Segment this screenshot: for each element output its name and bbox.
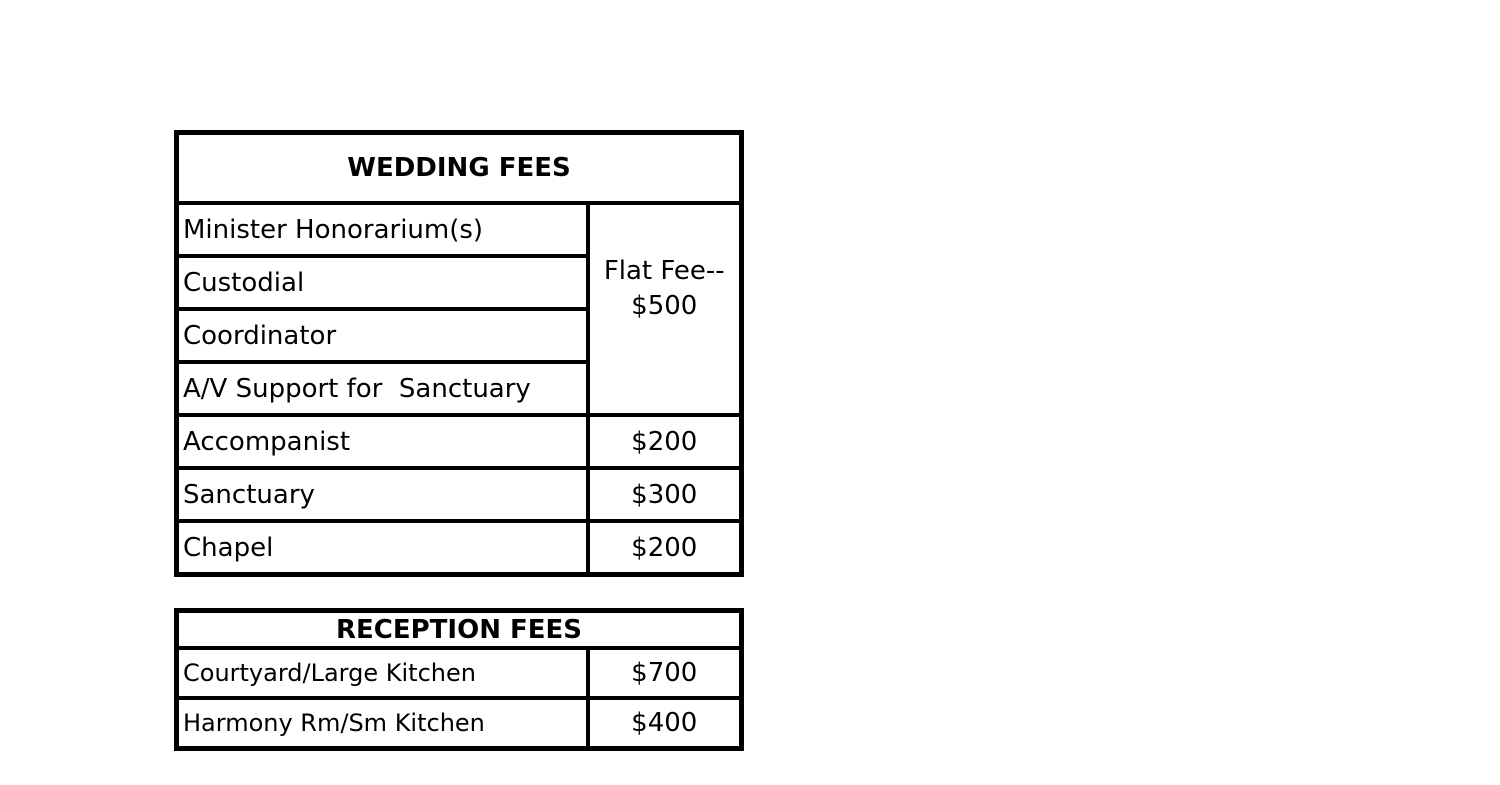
- reception-fees-table: [174, 608, 744, 751]
- fee-price-sanctuary: $300: [588, 468, 742, 521]
- fee-price-chapel: $200: [588, 521, 742, 575]
- fee-label-custodial: Custodial: [177, 256, 588, 309]
- fee-price-courtyard: $700: [588, 648, 742, 698]
- fee-price-accompanist: $200: [588, 415, 742, 468]
- flat-fee-label: Flat Fee--: [603, 256, 725, 286]
- fee-price-harmony-room: $400: [588, 698, 742, 749]
- table-row: [177, 468, 742, 521]
- fee-label-coordinator: Coordinator: [177, 309, 588, 362]
- flat-fee-cell: [588, 203, 742, 415]
- fee-label-chapel: Chapel: [177, 521, 588, 575]
- fee-label-minister-honorarium: Minister Honorarium(s): [177, 203, 588, 256]
- table-row: [177, 415, 742, 468]
- reception-fees-header-row: [177, 611, 742, 649]
- fee-label-harmony-room: Harmony Rm/Sm Kitchen: [177, 698, 588, 749]
- wedding-fees-header-row: [177, 133, 742, 204]
- wedding-fees-table: [174, 130, 744, 577]
- table-row: [177, 203, 742, 256]
- fee-label-av-support: A/V Support for Sanctuary: [177, 362, 588, 415]
- table-row: [177, 521, 742, 575]
- fee-label-sanctuary: Sanctuary: [177, 468, 588, 521]
- fee-label-accompanist: Accompanist: [177, 415, 588, 468]
- flat-fee-amount: $500: [631, 291, 698, 321]
- table-row: [177, 698, 742, 749]
- wedding-fees-title: WEDDING FEES: [177, 133, 742, 204]
- reception-fees-title: RECEPTION FEES: [177, 611, 742, 649]
- table-row: [177, 648, 742, 698]
- fee-label-courtyard: Courtyard/Large Kitchen: [177, 648, 588, 698]
